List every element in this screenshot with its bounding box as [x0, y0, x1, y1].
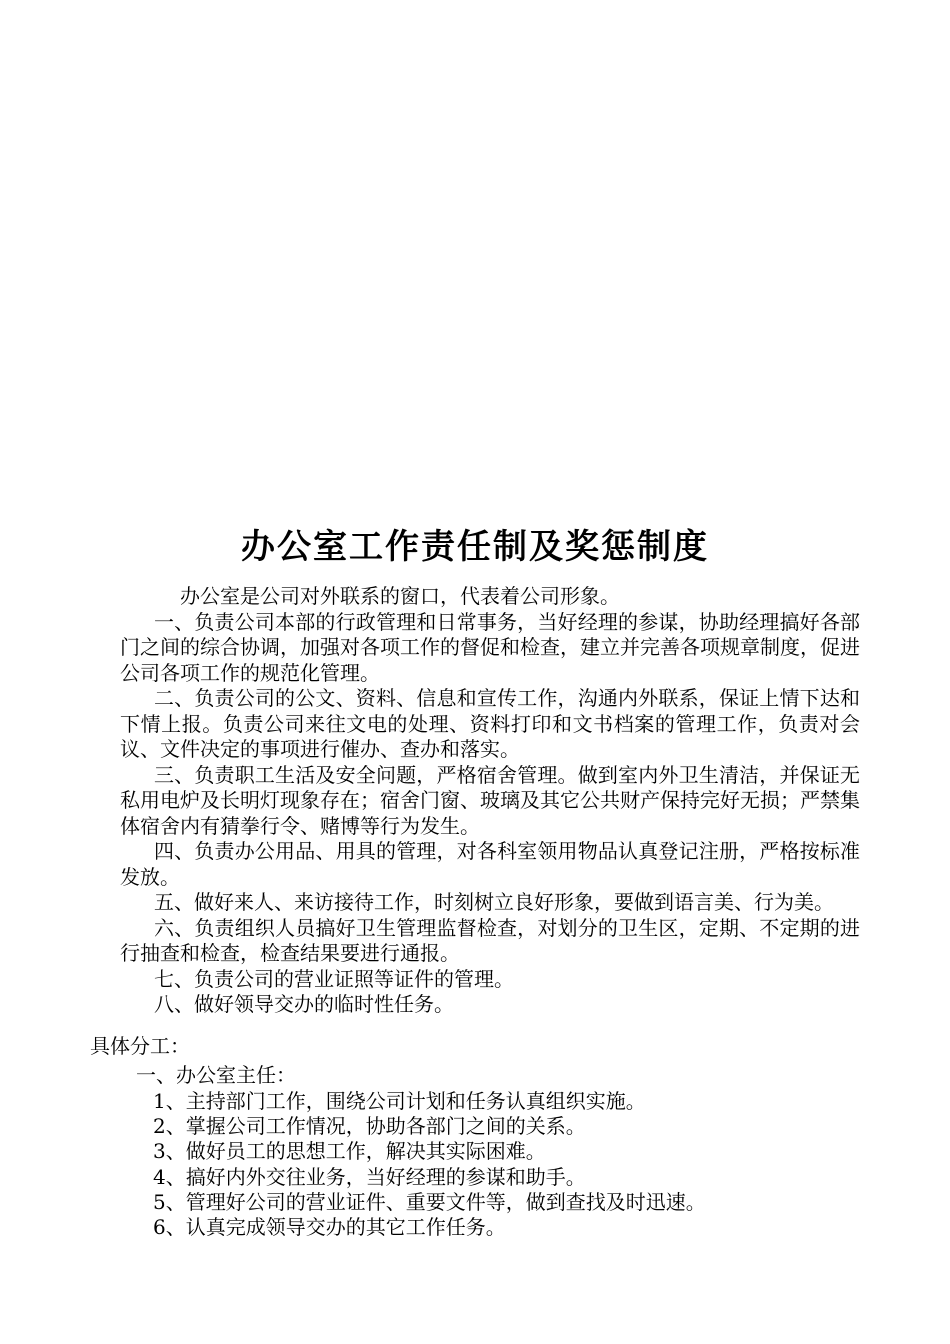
responsibility-paragraph-8: 八、做好领导交办的临时性任务。: [154, 992, 454, 1016]
director-duties-list: [153, 1089, 706, 1240]
responsibility-paragraph-3: 三、负责职工生活及安全问题，严格宿舍管理。做到室内外卫生清洁，并保证无私用电炉及长明灯现象存在；宿舍门窗、玻璃及其它公共财产保持完好无损；严禁集体宿舍内有猜拳行令、赌博等行为发生。: [120, 762, 860, 838]
list-item: 1、主持部门工作，围绕公司计划和任务认真组织实施。: [153, 1089, 646, 1113]
responsibility-paragraph-5: 五、做好来人、来访接待工作，时刻树立良好形象，要做到语言美、行为美。: [154, 890, 834, 914]
list-item: 6、认真完成领导交办的其它工作任务。: [153, 1215, 506, 1240]
responsibility-paragraph-1: 一、负责公司本部的行政管理和日常事务，当好经理的参谋，协助经理搞好各部门之间的综合协调，加强对各项工作的督促和检查，建立并完善各项规章制度，促进公司各项工作的规范化管理。: [120, 609, 860, 685]
division-heading: 具体分工：: [90, 1034, 190, 1058]
responsibilities-section: [120, 584, 860, 1018]
intro-paragraph: 办公室是公司对外联系的窗口，代表着公司形象。: [180, 584, 620, 608]
director-heading: 一、办公室主任：: [136, 1063, 296, 1087]
responsibility-paragraph-4: 四、负责办公用品、用具的管理，对各科室领用物品认真登记注册，严格按标准发放。: [120, 839, 860, 889]
list-item: 4、搞好内外交往业务，当好经理的参谋和助手。: [153, 1164, 586, 1189]
document-title: 办公室工作责任制及奖惩制度: [241, 527, 709, 567]
responsibility-paragraph-2: 二、负责公司的公文、资料、信息和宣传工作，沟通内外联系，保证上情下达和下情上报。负责公司来往文电的处理、资料打印和文书档案的管理工作，负责对会议、文件决定的事项进行催办、查办和落实。: [120, 686, 860, 761]
responsibility-paragraph-6: 六、负责组织人员搞好卫生管理监督检查，对划分的卫生区，定期、不定期的进行抽查和检查，检查结果要进行通报。: [120, 915, 860, 965]
list-item: 3、做好员工的思想工作，解决其实际困难。: [153, 1139, 546, 1164]
list-item: 2、掌握公司工作情况，协助各部门之间的关系。: [153, 1114, 586, 1139]
responsibility-paragraph-7: 七、负责公司的营业证照等证件的管理。: [154, 966, 514, 991]
list-item: 5、管理好公司的营业证件、重要文件等，做到查找及时迅速。: [153, 1189, 706, 1214]
